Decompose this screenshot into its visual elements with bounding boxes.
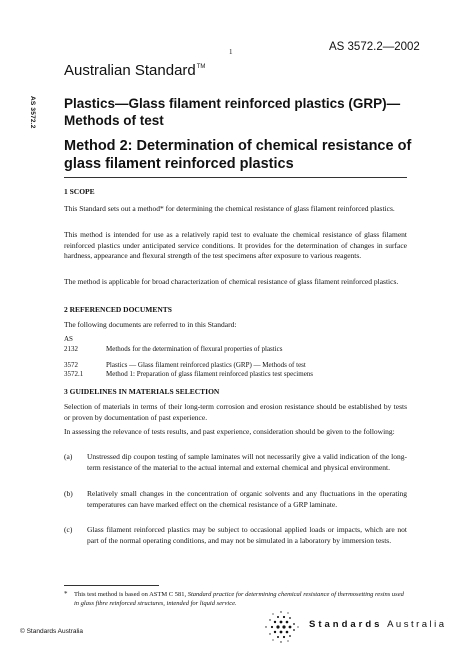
standard-label — [64, 62, 205, 79]
footnote-text-plain: This test method is based on ASTM C 581, — [74, 591, 188, 598]
guidelines-paragraph-2: In assessing the relevance of tests results, and past experience, consideration should be given to the following: — [64, 427, 395, 436]
list-item: Glass filament reinforced plastics may be subject to occasional applied loads or impacts, which are not part of the normal operating conditions, and may not be simulated in a laboratory by immersion tests. — [87, 525, 407, 545]
title-divider — [64, 177, 407, 178]
logo-wordmark-light: Australia — [387, 619, 447, 630]
scope-paragraph-2: This method is intended for use as a relatively rapid test to evaluate the chemical resistance of glass filament reinforced plastics under anticipated service conditions. It provides for the determination of changes in surface hardness, appearance and flexural strength of the test specimens after exposure to various reagents. — [64, 230, 407, 260]
section-heading-guidelines: 3 GUIDELINES IN MATERIALS SELECTION — [64, 387, 220, 396]
copyright-notice: © Standards Australia — [20, 628, 83, 635]
page-number: 1 — [229, 48, 233, 56]
method-title: Method 2: Determination of chemical resistance of glass filament reinforced plastics — [64, 138, 412, 172]
section-heading-scope: 1 SCOPE — [64, 187, 95, 196]
footnote-text-italic: Standard practice for determining chemical resistance of thermosetting resins used in glass fibre reinforced structures, intended for liquid service. — [74, 591, 404, 607]
reference-code: 3572.1 — [64, 370, 84, 378]
list-item: Unstressed dip coupon testing of sample laminates will not necessarily give a valid indication of the long-term resistance of the material to the actual internal and external chemical and physical environment. — [87, 452, 407, 472]
list-item: Relatively small changes in the concentration of organic solvents and any fluctuations in the operating temperatures can have marked effect on the chemical resistance of a GRP laminate. — [87, 489, 407, 509]
section-heading-references: 2 REFERENCED DOCUMENTS — [64, 305, 172, 314]
scope-paragraph-1: This Standard sets out a method* for determining the chemical resistance of glass filament reinforced plastics. — [64, 204, 395, 213]
reference-code: 3572 — [64, 361, 78, 369]
trademark-mark: TM — [196, 64, 206, 70]
scope-paragraph-3: The method is applicable for broad characterization of chemical resistance of glass filament reinforced plastics. — [64, 277, 399, 286]
document-title: Plastics—Glass filament reinforced plastics (GRP)—Methods of test — [64, 96, 401, 128]
logo-wordmark — [309, 619, 447, 630]
list-marker: (c) — [64, 525, 73, 534]
logo-wordmark-bold: Standards — [309, 619, 383, 630]
footnote-divider — [64, 585, 159, 586]
side-document-tag: AS 3572.2 — [29, 96, 36, 129]
standard-label-text: Australian Standard — [64, 62, 196, 79]
globe-icon — [258, 606, 308, 648]
references-intro: The following documents are referred to in this Standard: — [64, 320, 237, 329]
guidelines-paragraph-1: Selection of materials in terms of their long-term corrosion and erosion resistance should be established by tests or proven by documentation of past experience. — [64, 402, 407, 422]
references-prefix: AS — [64, 335, 73, 343]
reference-code: 2132 — [64, 345, 78, 353]
footnote-marker: * — [64, 590, 68, 598]
reference-title: Plastics — Glass filament reinforced plastics (GRP) — Methods of test — [106, 361, 306, 369]
list-marker: (b) — [64, 489, 73, 498]
document-number: AS 3572.2—2002 — [329, 41, 420, 53]
list-marker: (a) — [64, 452, 73, 461]
reference-title: Method 1: Preparation of glass filament reinforced plastics test specimens — [106, 370, 314, 378]
reference-title: Methods for the determination of flexural properties of plastics — [106, 345, 283, 353]
